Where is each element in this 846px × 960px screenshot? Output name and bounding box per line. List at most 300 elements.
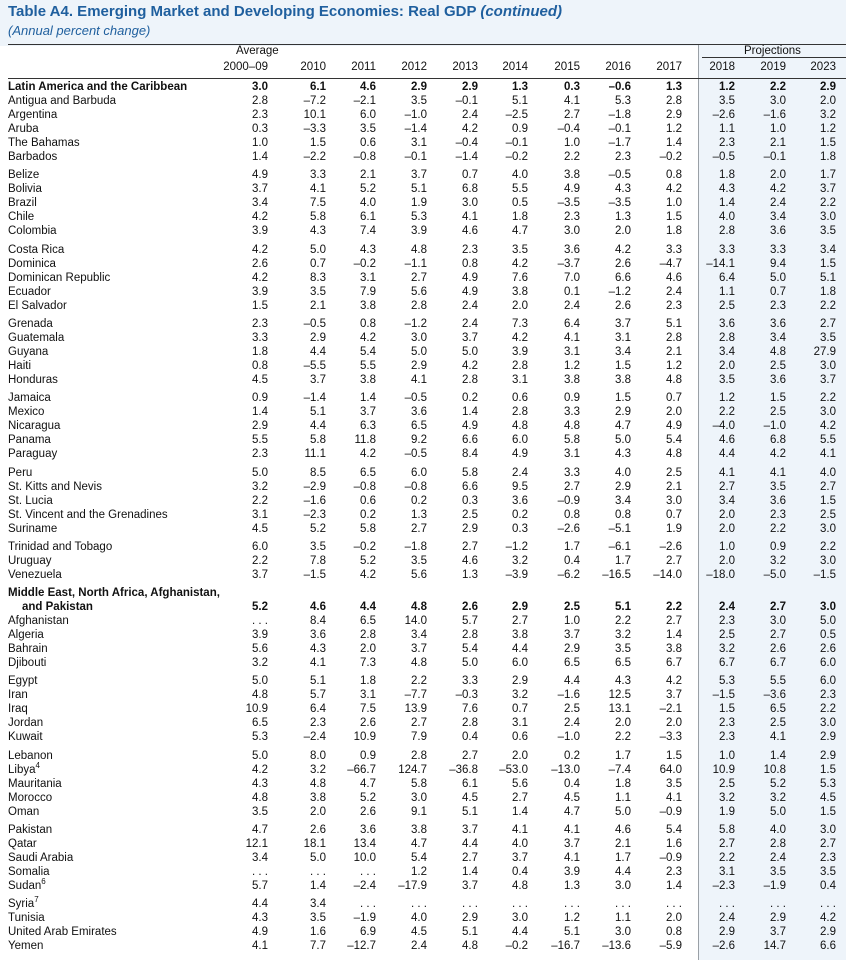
value-cell: 4.0 [770, 824, 786, 836]
value-cell: 1.0 [719, 540, 735, 553]
value-cell: 5.0 [252, 675, 268, 688]
table-row [0, 405, 846, 419]
value-cell: 2.5 [770, 359, 786, 372]
value-cell: –5.5 [303, 359, 326, 372]
value-cell: –0.1 [404, 151, 427, 163]
value-cell: 3.4 [615, 494, 631, 507]
country-name: Guatemala [8, 331, 65, 344]
value-cell: 3.0 [770, 615, 786, 628]
value-cell: 2.2 [820, 703, 836, 716]
value-cell: 4.3 [615, 675, 631, 688]
value-cell: 3.0 [820, 717, 836, 730]
value-cell: 4.2 [770, 448, 786, 461]
value-cell: 1.9 [666, 522, 682, 535]
value-cell: 5.3 [252, 731, 268, 744]
value-cell: 3.3 [666, 243, 682, 256]
value-cell: 2.7 [820, 480, 836, 493]
value-cell: –1.6 [557, 689, 580, 702]
value-cell: –18.0 [706, 568, 735, 581]
value-cell: 2.4 [462, 299, 478, 312]
value-cell: –0.8 [404, 480, 427, 493]
value-cell: –14.1 [706, 257, 735, 270]
value-cell: 4.2 [666, 183, 682, 196]
table-row [0, 373, 846, 387]
value-cell: 3.7 [820, 183, 836, 196]
value-cell: 2.0 [512, 749, 528, 762]
value-cell: 2.2 [770, 522, 786, 535]
value-cell: –1.2 [505, 540, 528, 553]
value-cell: 3.8 [615, 373, 631, 386]
value-cell: 124.7 [398, 763, 427, 776]
country-name: Algeria [8, 629, 44, 642]
value-cell: 7.9 [360, 285, 376, 298]
value-cell: 5.0 [310, 243, 326, 256]
value-cell: –2.3 [712, 880, 735, 892]
value-cell: 2.0 [512, 299, 528, 312]
value-cell: 1.2 [719, 392, 735, 405]
value-cell: 7.0 [564, 271, 580, 284]
value-cell: –0.5 [712, 151, 735, 163]
value-cell: –1.0 [404, 109, 427, 121]
table-row [0, 257, 846, 271]
country-name: Iran [8, 689, 28, 702]
value-cell: 2.2 [820, 197, 836, 210]
value-cell: 3.3 [310, 169, 326, 182]
value-cell: 4.1 [719, 466, 735, 479]
value-cell: 2.5 [719, 777, 735, 790]
value-cell: 1.8 [820, 285, 836, 298]
value-cell: 3.5 [360, 123, 376, 135]
country-name: Jamaica [8, 392, 51, 405]
value-cell: 2.9 [770, 912, 786, 925]
value-cell: 2.8 [719, 331, 735, 344]
value-cell: 5.0 [411, 345, 427, 358]
value-cell: 2.7 [666, 615, 682, 628]
value-cell: 14.7 [763, 940, 786, 953]
value-cell: 5.0 [615, 434, 631, 447]
value-cell: 5.6 [411, 568, 427, 581]
value-cell: 1.2 [411, 866, 427, 878]
footnote-marker: 7 [34, 895, 39, 905]
value-cell: 2.9 [512, 601, 528, 614]
value-cell: 2.8 [462, 373, 478, 386]
value-cell: 3.6 [770, 373, 786, 386]
value-cell: 2.9 [462, 912, 478, 925]
column-header: 2019 [760, 61, 786, 73]
country-name: Ecuador [8, 285, 51, 298]
value-cell: 4.1 [666, 791, 682, 804]
value-cell: –1.8 [404, 540, 427, 553]
value-cell: –2.9 [303, 480, 326, 493]
value-cell: –0.1 [608, 123, 631, 135]
value-cell: 4.5 [820, 791, 836, 804]
country-name: Saudi Arabia [8, 852, 74, 864]
value-cell: –4.0 [712, 420, 735, 433]
value-cell: –1.6 [303, 494, 326, 507]
value-cell: 1.5 [820, 137, 836, 149]
value-cell: 1.0 [719, 749, 735, 762]
value-cell: 2.2 [820, 540, 836, 553]
value-cell: –66.7 [347, 763, 376, 776]
value-cell: 4.2 [462, 359, 478, 372]
value-cell: 2.3 [770, 299, 786, 312]
value-cell: 1.5 [820, 257, 836, 270]
value-cell: 3.6 [770, 225, 786, 238]
value-cell: 2.0 [666, 406, 682, 419]
country-name: Bahrain [8, 643, 48, 656]
value-cell: 2.3 [252, 317, 268, 330]
table-row [0, 628, 846, 642]
value-cell: 5.2 [360, 554, 376, 567]
value-cell: 4.1 [252, 940, 268, 953]
value-cell: 3.9 [411, 225, 427, 238]
value-cell: –1.7 [608, 137, 631, 149]
value-cell: 2.6 [360, 805, 376, 818]
value-cell: 6.1 [462, 777, 478, 790]
value-cell: 3.8 [564, 169, 580, 182]
country-name: Yemen [8, 940, 44, 953]
value-cell: 2.6 [462, 601, 478, 614]
value-cell: 2.0 [666, 912, 682, 925]
value-cell: 3.7 [360, 406, 376, 419]
header-rule [8, 78, 846, 79]
value-cell: 18.1 [303, 838, 326, 850]
table-row [0, 851, 846, 865]
value-cell: 4.4 [462, 838, 478, 850]
value-cell: –0.1 [763, 151, 786, 163]
value-cell: –16.7 [551, 940, 580, 953]
value-cell: 2.7 [719, 838, 735, 850]
value-cell: 2.2 [411, 675, 427, 688]
value-cell: –0.8 [353, 151, 376, 163]
country-name: Lebanon [8, 749, 53, 762]
value-cell: 5.1 [820, 271, 836, 284]
value-cell: 3.1 [615, 331, 631, 344]
value-cell: –2.3 [303, 508, 326, 521]
value-cell: 2.4 [719, 912, 735, 925]
value-cell: 6.0 [820, 675, 836, 688]
value-cell: 3.1 [512, 373, 528, 386]
value-cell: 2.4 [512, 466, 528, 479]
value-cell: 2.1 [360, 169, 376, 182]
value-cell: 2.0 [770, 169, 786, 182]
country-name: Haiti [8, 359, 32, 372]
value-cell: 1.1 [719, 123, 735, 135]
value-cell: 5.0 [252, 749, 268, 762]
value-cell: 4.7 [615, 420, 631, 433]
value-cell: 3.6 [770, 494, 786, 507]
value-cell: 3.3 [564, 406, 580, 419]
value-cell: 4.9 [462, 271, 478, 284]
value-cell: 3.1 [564, 345, 580, 358]
country-name: Chile [8, 211, 35, 224]
value-cell: 3.1 [719, 866, 735, 878]
value-cell: 4.2 [820, 420, 836, 433]
value-cell: –0.9 [557, 494, 580, 507]
value-cell: 4.4 [719, 448, 735, 461]
value-cell: 1.7 [615, 554, 631, 567]
value-cell: 4.1 [564, 95, 580, 107]
value-cell: 2.2 [252, 554, 268, 567]
value-cell: 2.6 [360, 717, 376, 730]
column-header: 2016 [605, 61, 631, 73]
value-cell: 2.2 [564, 151, 580, 163]
value-cell: 2.0 [310, 805, 326, 818]
value-cell: 6.6 [462, 434, 478, 447]
value-cell: 2.0 [615, 717, 631, 730]
value-cell: 2.8 [666, 95, 682, 107]
value-cell: 0.9 [770, 540, 786, 553]
value-cell: 4.9 [252, 926, 268, 939]
value-cell: 3.5 [310, 285, 326, 298]
value-cell: 3.4 [252, 197, 268, 210]
table-row [0, 939, 846, 953]
value-cell: 5.6 [252, 643, 268, 656]
country-name: United Arab Emirates [8, 926, 117, 939]
value-cell: 3.4 [719, 345, 735, 358]
value-cell: 4.1 [564, 824, 580, 836]
value-cell: 3.5 [820, 225, 836, 238]
value-cell: 5.0 [252, 466, 268, 479]
value-cell: 0.8 [564, 508, 580, 521]
value-cell: –7.7 [404, 689, 427, 702]
country-name: Paraguay [8, 448, 58, 461]
value-cell: 1.5 [666, 211, 682, 224]
value-cell: 2.5 [666, 466, 682, 479]
value-cell: 4.0 [512, 169, 528, 182]
column-header: 2023 [810, 61, 836, 73]
value-cell: 2.8 [512, 359, 528, 372]
country-name: Pakistan [8, 824, 53, 836]
value-cell: –7.4 [608, 763, 631, 776]
value-cell: 0.4 [820, 880, 836, 892]
value-cell: 1.3 [411, 508, 427, 521]
value-cell: 0.6 [512, 731, 528, 744]
value-cell: 1.7 [564, 540, 580, 553]
value-cell: 4.8 [666, 373, 682, 386]
table-row [0, 196, 846, 210]
value-cell: 2.9 [719, 926, 735, 939]
value-cell: 1.1 [615, 912, 631, 925]
value-cell: 7.8 [310, 554, 326, 567]
value-cell: 5.3 [719, 675, 735, 688]
table-row [0, 554, 846, 568]
value-cell: 3.5 [411, 554, 427, 567]
value-cell: 5.4 [360, 345, 376, 358]
footnote-marker: 6 [41, 877, 46, 887]
value-cell: 6.5 [615, 657, 631, 670]
top-rule [8, 44, 846, 45]
value-cell: 6.0 [360, 109, 376, 121]
value-cell: 1.5 [820, 494, 836, 507]
value-cell: 4.7 [360, 777, 376, 790]
table-row [0, 466, 846, 480]
value-cell: 4.8 [666, 448, 682, 461]
column-header: 2015 [554, 61, 580, 73]
value-cell: 1.7 [820, 169, 836, 182]
value-cell: . . . [310, 866, 326, 878]
value-cell: 2.3 [462, 243, 478, 256]
value-cell: 2.9 [666, 109, 682, 121]
country-name: Somalia [8, 866, 50, 878]
value-cell: –5.9 [659, 940, 682, 953]
country-name: and Pakistan [22, 601, 93, 614]
value-cell: 5.8 [411, 777, 427, 790]
value-cell: 9.5 [512, 480, 528, 493]
value-cell: 2.3 [820, 852, 836, 864]
value-cell: 5.4 [666, 434, 682, 447]
country-name: Costa Rica [8, 243, 65, 256]
value-cell: 6.3 [360, 420, 376, 433]
value-cell: . . . [615, 898, 631, 911]
value-cell: 2.3 [719, 137, 735, 149]
value-cell: –0.1 [505, 137, 528, 149]
value-cell: 3.3 [719, 243, 735, 256]
value-cell: 7.6 [512, 271, 528, 284]
value-cell: –2.4 [353, 880, 376, 892]
value-cell: 2.7 [462, 749, 478, 762]
table-row [0, 94, 846, 108]
value-cell: 2.1 [310, 299, 326, 312]
value-cell: –0.5 [404, 392, 427, 405]
value-cell: 4.1 [462, 211, 478, 224]
value-cell: 2.4 [666, 285, 682, 298]
column-header: 2014 [502, 61, 528, 73]
value-cell: 5.3 [411, 211, 427, 224]
value-cell: 1.5 [770, 392, 786, 405]
value-cell: –0.2 [505, 151, 528, 163]
value-cell: 4.0 [719, 211, 735, 224]
value-cell: 3.1 [411, 137, 427, 149]
value-cell: 2.9 [512, 675, 528, 688]
table-row [0, 299, 846, 313]
value-cell: 13.9 [404, 703, 427, 716]
value-cell: 4.3 [252, 777, 268, 790]
value-cell: 5.1 [310, 406, 326, 419]
value-cell: 6.5 [411, 420, 427, 433]
value-cell: 0.5 [512, 197, 528, 210]
table-row [0, 760, 846, 777]
value-cell: 2.6 [770, 643, 786, 656]
value-cell: 5.5 [360, 359, 376, 372]
value-cell: 1.9 [719, 805, 735, 818]
value-cell: 0.4 [564, 554, 580, 567]
value-cell: 1.5 [719, 703, 735, 716]
value-cell: 2.2 [820, 392, 836, 405]
value-cell: 3.2 [615, 629, 631, 642]
value-cell: 2.0 [666, 717, 682, 730]
value-cell: 3.8 [360, 299, 376, 312]
country-name: Middle East, North Africa, Afghanistan, [8, 587, 220, 600]
value-cell: 0.3 [462, 494, 478, 507]
value-cell: 3.5 [719, 373, 735, 386]
value-cell: 2.0 [719, 359, 735, 372]
value-cell: 1.4 [770, 749, 786, 762]
value-cell: 1.2 [666, 359, 682, 372]
value-cell: 1.8 [666, 225, 682, 238]
value-cell: 5.4 [666, 824, 682, 836]
value-cell: –6.1 [608, 540, 631, 553]
value-cell: 2.9 [820, 81, 836, 93]
value-cell: –0.9 [659, 852, 682, 864]
value-cell: 1.6 [666, 838, 682, 850]
value-cell: 4.2 [360, 568, 376, 581]
value-cell: –2.6 [712, 109, 735, 121]
value-cell: 3.1 [564, 448, 580, 461]
value-cell: 6.9 [360, 926, 376, 939]
value-cell: 3.5 [512, 243, 528, 256]
value-cell: 2.4 [462, 317, 478, 330]
value-cell: 3.4 [615, 345, 631, 358]
value-cell: 2.7 [820, 317, 836, 330]
value-cell: 4.0 [820, 466, 836, 479]
value-cell: 3.3 [462, 675, 478, 688]
value-cell: –3.5 [557, 197, 580, 210]
value-cell: 3.3 [564, 466, 580, 479]
value-cell: 3.7 [615, 317, 631, 330]
value-cell: 64.0 [659, 763, 682, 776]
value-cell: 6.7 [666, 657, 682, 670]
value-cell: 4.9 [252, 169, 268, 182]
value-cell: 3.8 [310, 791, 326, 804]
value-cell: 3.1 [512, 717, 528, 730]
value-cell: 3.6 [360, 824, 376, 836]
value-cell: 0.8 [252, 359, 268, 372]
value-cell: –0.1 [455, 95, 478, 107]
value-cell: 4.3 [615, 183, 631, 196]
country-name: Bolivia [8, 183, 42, 196]
value-cell: 5.5 [820, 434, 836, 447]
value-cell: 4.4 [564, 675, 580, 688]
column-header: 2013 [452, 61, 478, 73]
value-cell: 2.5 [820, 508, 836, 521]
value-cell: 3.2 [512, 554, 528, 567]
value-cell: –5.0 [763, 568, 786, 581]
value-cell: 2.3 [719, 615, 735, 628]
country-name: Jordan [8, 717, 44, 730]
value-cell: 2.3 [666, 866, 682, 878]
value-cell: 1.3 [462, 568, 478, 581]
value-cell: 1.5 [666, 749, 682, 762]
value-cell: 4.2 [360, 331, 376, 344]
value-cell: 4.0 [512, 838, 528, 850]
value-cell: 2.7 [820, 838, 836, 850]
value-cell: –12.7 [347, 940, 376, 953]
table-row [0, 777, 846, 791]
value-cell: 0.7 [512, 703, 528, 716]
value-cell: –1.0 [763, 420, 786, 433]
value-cell: 2.2 [615, 731, 631, 744]
value-cell: 5.3 [615, 95, 631, 107]
value-cell: 3.7 [310, 373, 326, 386]
value-cell: 1.8 [512, 211, 528, 224]
value-cell: 4.1 [564, 852, 580, 864]
value-cell: 0.9 [252, 392, 268, 405]
country-name: Brazil [8, 197, 37, 210]
value-cell: 2.8 [719, 225, 735, 238]
value-cell: 4.3 [615, 448, 631, 461]
value-cell: –3.6 [763, 689, 786, 702]
value-cell: 3.5 [411, 95, 427, 107]
value-cell: 5.5 [512, 183, 528, 196]
value-cell: 0.4 [462, 731, 478, 744]
value-cell: 5.2 [360, 791, 376, 804]
value-cell: 0.9 [512, 123, 528, 135]
value-cell: 7.3 [512, 317, 528, 330]
value-cell: 3.8 [666, 643, 682, 656]
value-cell: 3.5 [252, 805, 268, 818]
value-cell: 4.1 [512, 824, 528, 836]
